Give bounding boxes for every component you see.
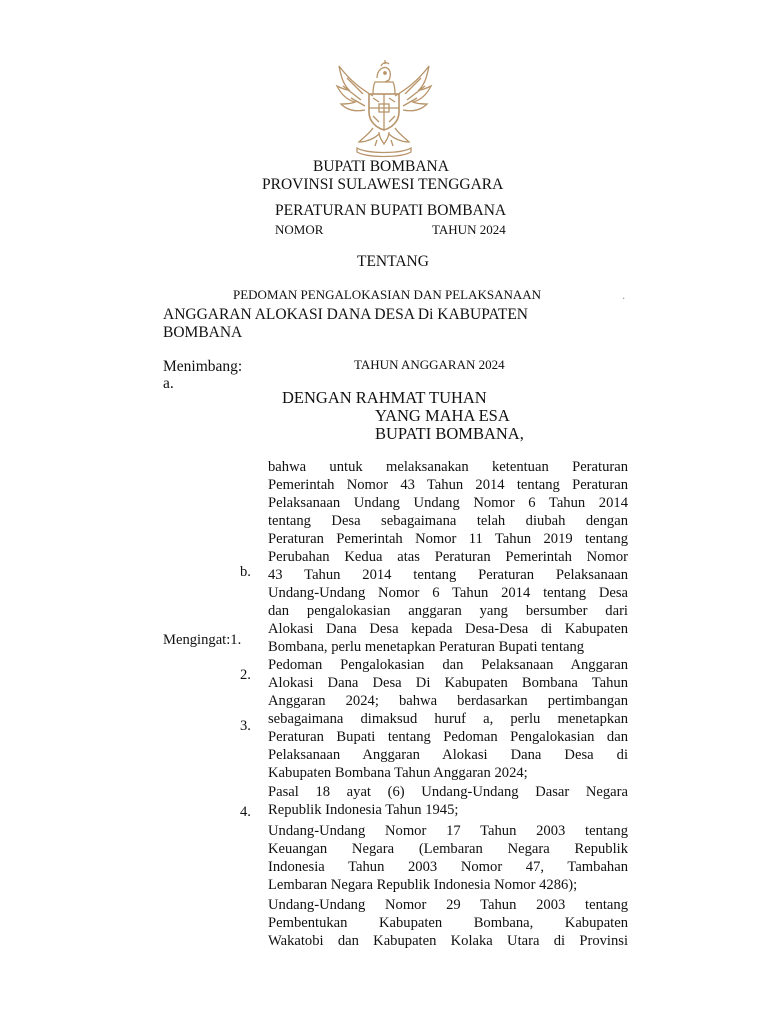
body-line: Peraturan Pemerintah Nomor 11 Tahun 2019 tentang — [268, 531, 628, 547]
marker-b: b. — [240, 564, 251, 580]
tentang-heading: TENTANG — [357, 253, 429, 270]
tahun-label: TAHUN 2024 — [432, 222, 506, 237]
body-line: Alokasi Dana Desa kepada Desa-Desa di Kabupaten — [268, 621, 628, 637]
body-line: Lembaran Negara Republik Indonesia Nomor 4286); — [268, 877, 578, 893]
regent-title: BUPATI BOMBANA — [313, 158, 449, 175]
nomor-label: NOMOR — [275, 222, 324, 237]
body-line: Alokasi Dana Desa Di Kabupaten Bombana Tahun — [268, 675, 628, 691]
subject-dot: . — [622, 287, 626, 302]
grace-line-3: BUPATI BOMBANA, — [375, 424, 524, 443]
body-line: bahwa untuk melaksanakan ketentuan Peraturan — [268, 459, 628, 475]
body-line: Pasal 18 ayat (6) Undang-Undang Dasar Negara — [268, 784, 628, 800]
marker-4: 4. — [240, 804, 251, 820]
body-line: Undang-Undang Nomor 29 Tahun 2003 tentang — [268, 897, 628, 913]
menimbang-a-label: a. — [163, 375, 174, 392]
body-line: Perubahan Kedua atas Peraturan Pemerintah Nomor — [268, 549, 628, 565]
body-line: Wakatobi dan Kabupaten Kolaka Utara di Provinsi — [268, 933, 628, 949]
body-line: Peraturan Bupati tentang Pedoman Pengalokasian dan — [268, 729, 628, 745]
subject-line-3: BOMBANA — [163, 324, 243, 341]
body-line: sebagaimana dimaksud huruf a, perlu menetapkan — [268, 711, 628, 727]
body-line: Undang-Undang Nomor 6 Tahun 2014 tentang Desa — [268, 585, 628, 601]
body-line: tentang Desa sebagaimana telah diubah dengan — [268, 513, 628, 529]
marker-2: 2. — [240, 667, 251, 683]
body-line: Bombana, perlu menetapkan Peraturan Bupati tentang — [268, 639, 585, 655]
body-line: Keuangan Negara (Lembaran Negara Republik — [268, 841, 628, 857]
mengingat-label: Mengingat:1. — [163, 632, 242, 648]
province-title: PROVINSI SULAWESI TENGGARA — [262, 176, 504, 193]
garuda-emblem-icon — [333, 56, 435, 160]
regulation-title: PERATURAN BUPATI BOMBANA — [275, 202, 507, 219]
body-line: Indonesia Tahun 2003 Nomor 47, Tambahan — [268, 859, 628, 875]
marker-3: 3. — [240, 718, 251, 734]
body-line: Kabupaten Bombana Tahun Anggaran 2024; — [268, 765, 528, 781]
grace-line-1: DENGAN RAHMAT TUHAN — [282, 388, 487, 407]
body-line: Republik Indonesia Tahun 1945; — [268, 802, 459, 818]
body-line: Anggaran 2024; bahwa berdasarkan pertimbangan — [268, 693, 628, 709]
subject-line-2: ANGGARAN ALOKASI DANA DESA Di KABUPATEN — [163, 306, 528, 323]
body-line: Pelaksanaan Anggaran Alokasi Dana Desa di — [268, 747, 628, 763]
menimbang-label: Menimbang: — [163, 358, 243, 375]
body-line: 43 Tahun 2014 tentang Peraturan Pelaksanaan — [268, 567, 628, 583]
body-line: Pedoman Pengalokasian dan Pelaksanaan Anggaran — [268, 657, 628, 673]
grace-line-2: YANG MAHA ESA — [375, 406, 510, 425]
subject-line-1: PEDOMAN PENGALOKASIAN DAN PELAKSANAAN — [233, 287, 542, 302]
body-line: Pemerintah Nomor 43 Tahun 2014 tentang Peraturan — [268, 477, 628, 493]
body-line: dan pengalokasian anggaran yang bersumber dari — [268, 603, 628, 619]
body-line: Pelaksanaan Undang Undang Nomor 6 Tahun 2014 — [268, 495, 628, 511]
body-line: Pembentukan Kabupaten Bombana, Kabupaten — [268, 915, 628, 931]
fiscal-year: TAHUN ANGGARAN 2024 — [354, 357, 505, 372]
body-line: Undang-Undang Nomor 17 Tahun 2003 tentang — [268, 823, 628, 839]
